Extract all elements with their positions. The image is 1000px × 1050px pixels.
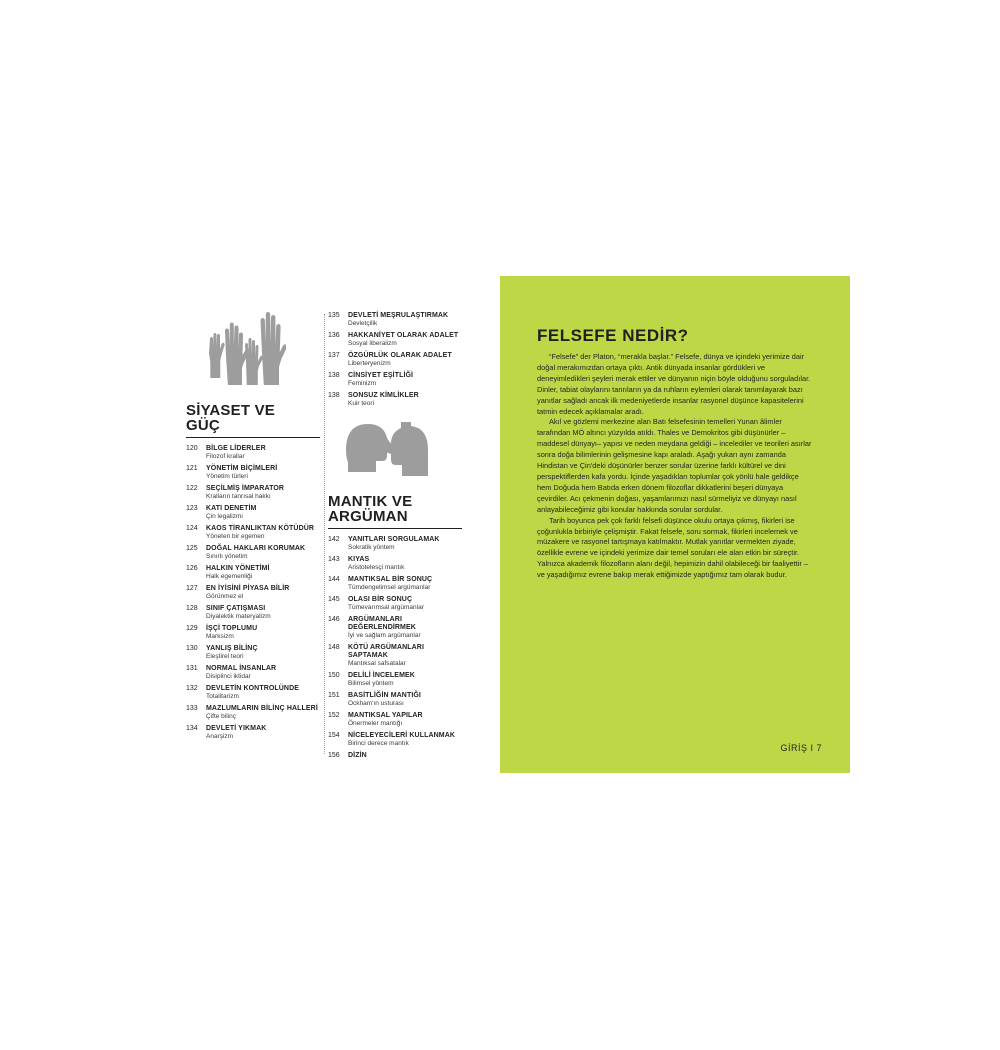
entry-text bbox=[206, 525, 320, 541]
contents-entry bbox=[186, 565, 320, 581]
contents-entry bbox=[186, 445, 320, 461]
entry-text bbox=[348, 616, 464, 640]
contents-entry bbox=[186, 665, 320, 681]
contents-list-logic bbox=[328, 536, 464, 760]
entry-heading: KAOS TİRANLIKTAN KÖTÜDÜR bbox=[206, 525, 315, 532]
entry-subtitle: Mantıksal safsatalar bbox=[348, 660, 406, 667]
panel-paragraph: Tarih boyunca pek çok farklı felsefi düşünce okulu ortaya çıkmış, fikirleri ise çoğunlukla birbiriyle çelişmiştir. Fakat felsefe, soru sormak, fikirleri incelemek ve müzakere ve rasyonel tartışmaya katılmaktır. Mutlak yanıtlar vermekten ziyade, özellikle evrene ve içindeki yerimize dair temel soruları ele alan etkin bir süreçtir. Yalnızca akademik filozofların alanı değil, hepimizin dahil olabileceği bir faaliyettir – ve yaşadığımız evrene bakıp merak ettiğimizde yaptığımız tam olarak budur. bbox=[537, 515, 808, 580]
page-number: 152 bbox=[328, 712, 340, 719]
section-title-main: SİYASET bbox=[186, 402, 251, 419]
contents-entry bbox=[328, 312, 464, 328]
entry-heading: KÖTÜ ARGÜMANLARI SAPTAMAK bbox=[348, 644, 424, 659]
contents-entry bbox=[186, 625, 320, 641]
contents-entry bbox=[328, 692, 464, 708]
talking-heads-icon bbox=[328, 420, 464, 482]
entry-text bbox=[348, 732, 464, 748]
entry-subtitle: İyi ve sağlam argümanlar bbox=[348, 632, 421, 639]
page-footer: GİRİŞ I 7 bbox=[780, 743, 822, 753]
entry-subtitle: Halk egemenliği bbox=[206, 573, 253, 580]
page-number: 127 bbox=[186, 585, 198, 592]
entry-subtitle: Tümdengelimsel argümanlar bbox=[348, 584, 431, 591]
entry-text bbox=[348, 752, 464, 760]
entry-heading: ÖZGÜRLÜK OLARAK ADALET bbox=[348, 352, 452, 359]
entry-text bbox=[348, 644, 464, 668]
contents-entry bbox=[186, 645, 320, 661]
entry-subtitle: Önermeler mantığı bbox=[348, 720, 403, 727]
page-number: 133 bbox=[186, 705, 198, 712]
entry-heading: KATI DENETİM bbox=[206, 505, 257, 512]
entry-subtitle: Kralların tanrısal hakkı bbox=[206, 493, 271, 500]
page-number: 138 bbox=[328, 392, 340, 399]
raised-hands-icon bbox=[186, 305, 320, 385]
entry-heading: DİZİN bbox=[348, 752, 367, 759]
entry-subtitle: Çifte bilinç bbox=[206, 713, 236, 720]
page-number: 142 bbox=[328, 536, 340, 543]
panel-paragraph: “Felsefe” der Platon, “merakla başlar.” Felsefe, dünya ve içindeki yerimize dair doğal merakımızdan ortaya çıktı. Antik dünyada insanlar gördükleri ve deneyimledikleri şeyleri merak ettiler ve dünyanın niçin böyle olduğunu sorguladılar. Dinler, tabiat olaylarını tanrıların ya da ruhların eylemleri olarak tanımlayarak bazı yanıtlar sağladı ancak ilk medeniyetlerde insanlar rasyonel düşünce kapasitelerini tatmin edecek açıklamalar aradı. bbox=[537, 352, 811, 416]
contents-entry bbox=[328, 576, 464, 592]
page-number: 128 bbox=[186, 605, 198, 612]
entry-heading: NORMAL İNSANLAR bbox=[206, 665, 277, 672]
page-number: 144 bbox=[328, 576, 340, 583]
section-title-conjunction: VE bbox=[391, 493, 413, 510]
entry-subtitle: Görünmez el bbox=[206, 593, 244, 600]
entry-heading: SEÇİLMİŞ İMPARATOR bbox=[206, 485, 285, 492]
intro-panel bbox=[500, 276, 850, 773]
page-number: 136 bbox=[328, 332, 340, 339]
entry-heading: MAZLUMLARIN BİLİNÇ HALLERİ bbox=[206, 705, 318, 712]
entry-subtitle: Tümevarımsal argümanlar bbox=[348, 604, 424, 611]
entry-heading: YÖNETİM BİÇİMLERİ bbox=[206, 465, 278, 472]
entry-subtitle: Disiplinci iktidar bbox=[206, 673, 251, 680]
entry-text bbox=[348, 596, 464, 612]
contents-entry bbox=[186, 725, 320, 741]
entry-text bbox=[348, 312, 464, 328]
page-number: 156 bbox=[328, 752, 340, 759]
entry-text bbox=[206, 705, 320, 721]
contents-entry bbox=[328, 672, 464, 688]
page-number: 131 bbox=[186, 665, 198, 672]
column-divider bbox=[324, 314, 325, 754]
entry-text bbox=[206, 585, 320, 601]
contents-entry bbox=[328, 536, 464, 552]
entry-text bbox=[348, 576, 464, 592]
entry-heading: BASİTLİĞİN MANTIĞI bbox=[348, 692, 421, 699]
entry-heading: YANLIŞ BİLİNÇ bbox=[206, 645, 258, 652]
entry-text bbox=[348, 556, 464, 572]
entry-text bbox=[206, 565, 320, 581]
entry-heading: DEVLETİN KONTROLÜNDE bbox=[206, 685, 299, 692]
page-number: 130 bbox=[186, 645, 198, 652]
entry-text bbox=[206, 485, 320, 501]
contents-entry bbox=[186, 525, 320, 541]
contents-entry bbox=[186, 685, 320, 701]
entry-subtitle: Sınırlı yönetim bbox=[206, 553, 248, 560]
contents-column-middle bbox=[328, 312, 464, 764]
page-number: 132 bbox=[186, 685, 198, 692]
entry-heading: CİNSİYET EŞİTLİĞİ bbox=[348, 372, 414, 379]
entry-subtitle: Marksizm bbox=[206, 633, 234, 640]
entry-heading: NİCELEYECİLERİ KULLANMAK bbox=[348, 732, 456, 739]
entry-subtitle: Diyalektik materyalizm bbox=[206, 613, 271, 620]
contents-entry bbox=[328, 712, 464, 728]
contents-entry bbox=[328, 752, 464, 760]
entry-text bbox=[206, 465, 320, 481]
entry-text bbox=[206, 505, 320, 521]
entry-heading: HALKIN YÖNETİMİ bbox=[206, 565, 270, 572]
entry-text bbox=[348, 332, 464, 348]
entry-heading: EN İYİSİNİ PİYASA BİLİR bbox=[206, 585, 290, 592]
page-number: 123 bbox=[186, 505, 198, 512]
entry-text bbox=[348, 352, 464, 368]
section-title-conjunction: VE bbox=[254, 402, 276, 419]
entry-text bbox=[348, 372, 464, 388]
section-title-main: MANTIK bbox=[328, 493, 388, 510]
entry-subtitle: Ockham'ın usturası bbox=[348, 700, 404, 707]
page-number: 126 bbox=[186, 565, 198, 572]
page-number: 138 bbox=[328, 372, 340, 379]
contents-entry bbox=[328, 616, 464, 640]
entry-heading: DOĞAL HAKLARI KORUMAK bbox=[206, 545, 306, 552]
contents-column-left bbox=[186, 305, 320, 745]
entry-heading: ARGÜMANLARI DEĞERLENDİRMEK bbox=[348, 616, 416, 631]
section-title-politics bbox=[186, 403, 320, 438]
page-number: 143 bbox=[328, 556, 340, 563]
entry-text bbox=[206, 545, 320, 561]
entry-text bbox=[206, 605, 320, 621]
entry-subtitle: Birinci derece mantık bbox=[348, 740, 409, 747]
contents-list-politics bbox=[186, 445, 320, 741]
contents-entry bbox=[328, 372, 464, 388]
entry-subtitle: Bilimsel yöntem bbox=[348, 680, 394, 687]
contents-entry bbox=[328, 556, 464, 572]
entry-heading: MANTIKSAL YAPILAR bbox=[348, 712, 423, 719]
page-number: 146 bbox=[328, 616, 340, 623]
panel-body bbox=[537, 352, 813, 581]
entry-subtitle: Yönetim türleri bbox=[206, 473, 248, 480]
entry-text bbox=[348, 692, 464, 708]
entry-text bbox=[206, 665, 320, 681]
contents-entry bbox=[328, 732, 464, 748]
entry-subtitle: Filozof krallar bbox=[206, 453, 245, 460]
page-number: 121 bbox=[186, 465, 198, 472]
contents-entry bbox=[328, 352, 464, 368]
entry-subtitle: Sosyal liberalizm bbox=[348, 340, 397, 347]
panel-title: FELSEFE NEDİR? bbox=[537, 326, 689, 345]
entry-heading: DEVLETİ MEŞRULAŞTIRMAK bbox=[348, 312, 449, 319]
entry-heading: SONSUZ KİMLİKLER bbox=[348, 392, 419, 399]
entry-heading: KIYAS bbox=[348, 556, 370, 563]
contents-entry bbox=[186, 705, 320, 721]
section-title-line2: GÜÇ bbox=[186, 417, 220, 434]
entry-heading: OLASI BİR SONUÇ bbox=[348, 596, 413, 603]
entry-text bbox=[206, 725, 320, 741]
page-number: 145 bbox=[328, 596, 340, 603]
contents-entry bbox=[186, 505, 320, 521]
entry-text bbox=[206, 645, 320, 661]
entry-heading: DELİLİ İNCELEMEK bbox=[348, 672, 415, 679]
page-number: 135 bbox=[328, 312, 340, 319]
entry-subtitle: Totalitarizm bbox=[206, 693, 239, 700]
page-number: 151 bbox=[328, 692, 340, 699]
contents-entry bbox=[186, 585, 320, 601]
entry-text bbox=[348, 392, 464, 408]
page-number: 129 bbox=[186, 625, 198, 632]
section-title-line2: ARGÜMAN bbox=[328, 508, 408, 525]
page-number: 122 bbox=[186, 485, 198, 492]
page-number: 124 bbox=[186, 525, 198, 532]
entry-subtitle: Liberteryenizm bbox=[348, 360, 391, 367]
section-title-logic bbox=[328, 494, 462, 529]
entry-text bbox=[206, 445, 320, 461]
page-number: 148 bbox=[328, 644, 340, 651]
contents-entry bbox=[328, 644, 464, 668]
entry-subtitle: Feminizm bbox=[348, 380, 377, 387]
entry-heading: DEVLETİ YIKMAK bbox=[206, 725, 267, 732]
page-number: 150 bbox=[328, 672, 340, 679]
entry-subtitle: Devletçilik bbox=[348, 320, 378, 327]
entry-heading: BİLGE LİDERLER bbox=[206, 445, 266, 452]
entry-subtitle: Eleştirel teori bbox=[206, 653, 244, 660]
entry-text bbox=[348, 712, 464, 728]
entry-text bbox=[348, 536, 464, 552]
panel-paragraph: Akıl ve gözlemi merkezine alan Batı felsefesinin temelleri Yunan âlimler tarafından MÖ altıncı yüzyılda atıldı. Thales ve Demokritos gibi düşünürler –maddesel dünyayı– yapısı ve neden meydana geldiği – incelediler ve teorileri asırlar sonra doğa bilimlerinin gelişmesine kapı araladı. Aşağı yukarı aynı zamanda Hindistan ve Çin'deki düşünürler benzer sorular üzerine farklı kültürel ve dini perspektiflerden kafa yordu. İçinde yaşadıkları toplumlar çok yönlü hale geldikçe hem Doğuda hem Batıda erken dönem filozoflar dikkatlerini beşeri dünyaya çevirdiler. Acı çekmenin doğası, yaşamlarımızı nasıl sürmeliyiz ve dünyayı nasıl anlayabileceğimiz gibi konular hakkında sorular sordular. bbox=[537, 417, 812, 514]
contents-list-politics-continued bbox=[328, 312, 464, 408]
entry-subtitle: Yöneten bir egemen bbox=[206, 533, 265, 540]
contents-entry bbox=[328, 392, 464, 408]
entry-heading: MANTIKSAL BİR SONUÇ bbox=[348, 576, 433, 583]
entry-heading: YANITLARI SORGULAMAK bbox=[348, 536, 440, 543]
entry-subtitle: Sokratik yöntem bbox=[348, 544, 395, 551]
entry-text bbox=[206, 625, 320, 641]
page-number: 134 bbox=[186, 725, 198, 732]
entry-heading: SINIF ÇATIŞMASI bbox=[206, 605, 266, 612]
entry-heading: İŞÇİ TOPLUMU bbox=[206, 625, 258, 632]
contents-entry bbox=[186, 485, 320, 501]
contents-entry bbox=[328, 596, 464, 612]
entry-text bbox=[348, 672, 464, 688]
contents-entry bbox=[186, 465, 320, 481]
page-number: 137 bbox=[328, 352, 340, 359]
page-number: 125 bbox=[186, 545, 198, 552]
page-number: 120 bbox=[186, 445, 198, 452]
entry-subtitle: Kuir teori bbox=[348, 400, 375, 407]
entry-subtitle: Aristotelesçi mantık bbox=[348, 564, 405, 571]
entry-subtitle: Çin legalizmi bbox=[206, 513, 243, 520]
contents-entry bbox=[186, 605, 320, 621]
entry-subtitle: Anarşizm bbox=[206, 733, 234, 740]
entry-heading: HAKKANİYET OLARAK ADALET bbox=[348, 332, 459, 339]
contents-entry bbox=[186, 545, 320, 561]
entry-text bbox=[206, 685, 320, 701]
page-number: 154 bbox=[328, 732, 340, 739]
contents-entry bbox=[328, 332, 464, 348]
